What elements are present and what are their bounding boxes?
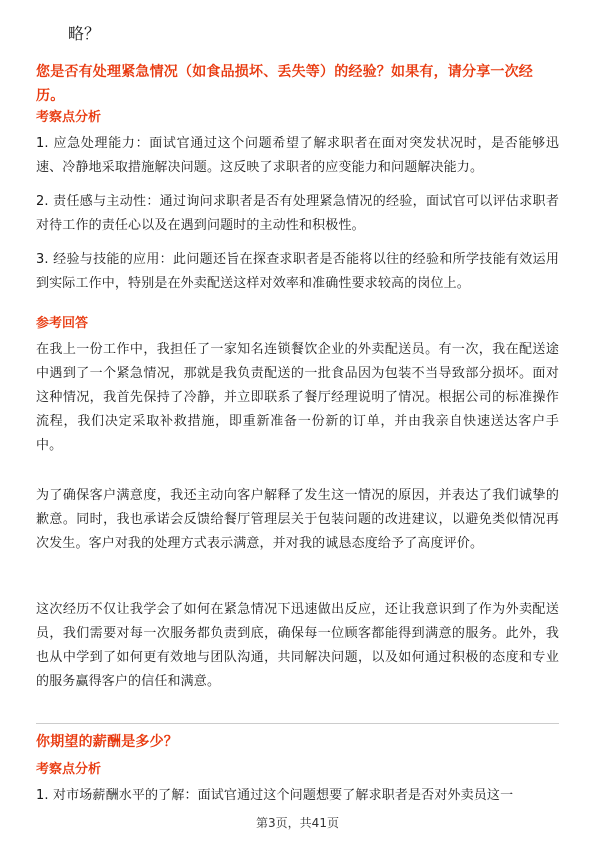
page-footer: 第3页，共41页: [256, 816, 339, 830]
section-divider: [36, 723, 559, 724]
analysis-item-2: 2. 责任感与主动性：通过询问求职者是否有处理紧急情况的经验，面试官可以评估求职者对待工作的责任心以及在遇到问题时的主动性和积极性。: [36, 194, 559, 233]
answer-heading: 参考回答: [36, 316, 89, 331]
analysis-heading-2: 考察点分析: [36, 762, 102, 777]
answer-paragraph-2: 为了确保客户满意度，我还主动向客户解释了发生这一情况的原因，并表达了我们诚挚的歉意。同时，我也承诺会反馈给餐厅管理层关于包装问题的改进建议，以避免类似情况再次发生。客户对我的处理方式表示满意，并对我的诚恳态度给予了高度评价。: [36, 488, 559, 551]
analysis-heading: 考察点分析: [36, 110, 102, 125]
analysis2-item-1: 1. 对市场薪酬水平的了解：面试官通过这个问题想要了解求职者是否对外卖员这一: [36, 788, 514, 803]
analysis-item-1: 1. 应急处理能力：面试官通过这个问题希望了解求职者在面对突发状况时，是否能够迅速、冷静地采取措施解决问题。这反映了求职者的应变能力和问题解决能力。: [36, 136, 559, 175]
answer-paragraph-1: 在我上一份工作中，我担任了一家知名连锁餐饮企业的外卖配送员。有一次，我在配送途中遇到了一个紧急情况，那就是我负责配送的一批食品因为包装不当导致部分损坏。面对这种情况，我首先保持了冷静，并立即联系了餐厅经理说明了情况。根据公司的标准操作流程，我们决定采取补救措施，即重新准备一份新的订单，并由我亲自快速送达客户手中。: [36, 342, 559, 453]
continued-fragment: 略？: [68, 24, 101, 43]
analysis-item-3: 3. 经验与技能的应用：此问题还旨在探查求职者是否能将以往的经验和所学技能有效运用到实际工作中，特别是在外卖配送这样对效率和准确性要求较高的岗位上。: [36, 252, 559, 291]
question-1: 您是否有处理紧急情况（如食品损坏、丢失等）的经验？如果有，请分享一次经历。: [36, 64, 533, 104]
question-2: 你期望的薪酬是多少？: [36, 734, 178, 750]
answer-paragraph-3: 这次经历不仅让我学会了如何在紧急情况下迅速做出反应，还让我意识到了作为外卖配送员，我们需要对每一次服务都负责到底，确保每一位顾客都能得到满意的服务。此外，我也从中学到了如何更有效地与团队沟通，共同解决问题，以及如何通过积极的态度和专业的服务赢得客户的信任和满意。: [36, 602, 559, 689]
